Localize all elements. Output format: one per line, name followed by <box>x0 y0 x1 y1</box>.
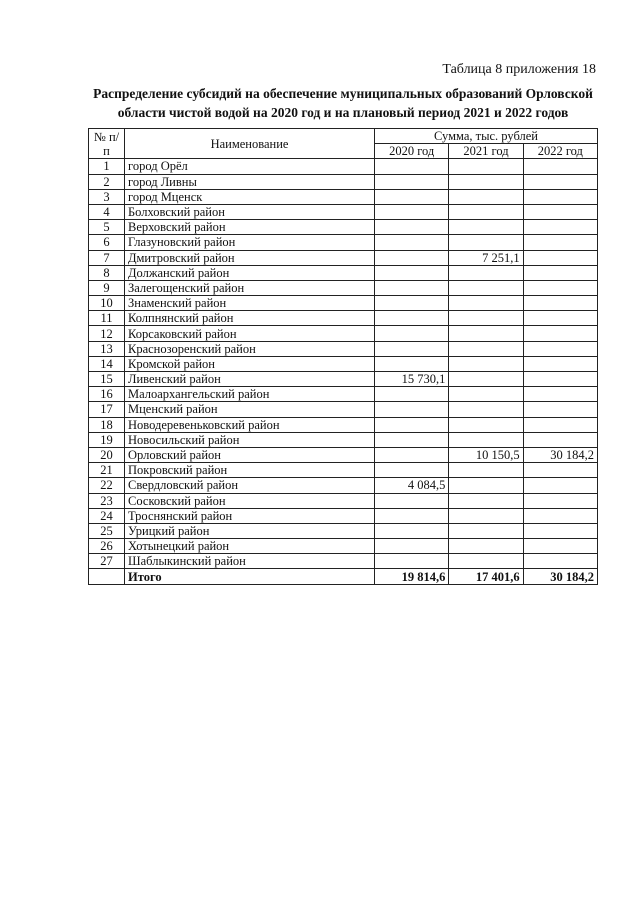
row-value-2022 <box>523 189 597 204</box>
row-number: 12 <box>89 326 125 341</box>
row-value-2020 <box>375 204 449 219</box>
row-name: Сосковский район <box>125 493 375 508</box>
row-number: 25 <box>89 523 125 538</box>
table-row <box>89 280 598 295</box>
row-value-2021: 7 251,1 <box>449 250 523 265</box>
row-value-2021 <box>449 402 523 417</box>
row-value-2021 <box>449 417 523 432</box>
row-name: город Орёл <box>125 159 375 174</box>
row-number: 19 <box>89 432 125 447</box>
row-value-2022 <box>523 220 597 235</box>
row-number: 4 <box>89 204 125 219</box>
row-value-2022 <box>523 387 597 402</box>
row-value-2022 <box>523 356 597 371</box>
row-value-2022 <box>523 402 597 417</box>
table-row <box>89 539 598 554</box>
row-value-2020 <box>375 356 449 371</box>
row-number: 15 <box>89 372 125 387</box>
row-value-2022 <box>523 341 597 356</box>
row-value-2022 <box>523 493 597 508</box>
header-num: № п/п <box>89 129 125 159</box>
header-year-2021: 2021 год <box>449 144 523 159</box>
table-row <box>89 356 598 371</box>
row-number: 20 <box>89 447 125 462</box>
row-value-2021: 10 150,5 <box>449 447 523 462</box>
row-name: Залегощенский район <box>125 280 375 295</box>
row-number: 18 <box>89 417 125 432</box>
table-row <box>89 220 598 235</box>
row-number: 16 <box>89 387 125 402</box>
table-row <box>89 159 598 174</box>
table-row <box>89 204 598 219</box>
row-value-2022 <box>523 204 597 219</box>
row-number: 3 <box>89 189 125 204</box>
table-row <box>89 432 598 447</box>
row-value-2021 <box>449 311 523 326</box>
row-value-2021 <box>449 235 523 250</box>
total-row <box>89 569 598 584</box>
row-number: 24 <box>89 508 125 523</box>
table-row <box>89 463 598 478</box>
row-name: Хотынецкий район <box>125 539 375 554</box>
row-value-2022 <box>523 463 597 478</box>
header-year-2020: 2020 год <box>375 144 449 159</box>
row-value-2020 <box>375 189 449 204</box>
row-number: 23 <box>89 493 125 508</box>
row-number: 6 <box>89 235 125 250</box>
row-number: 21 <box>89 463 125 478</box>
row-number: 5 <box>89 220 125 235</box>
row-name: Дмитровский район <box>125 250 375 265</box>
row-number: 14 <box>89 356 125 371</box>
row-number: 10 <box>89 296 125 311</box>
row-value-2021 <box>449 265 523 280</box>
table-row <box>89 174 598 189</box>
row-value-2021 <box>449 554 523 569</box>
row-value-2020 <box>375 311 449 326</box>
row-name: Болховский район <box>125 204 375 219</box>
row-value-2020 <box>375 174 449 189</box>
row-name: город Мценск <box>125 189 375 204</box>
row-value-2022 <box>523 478 597 493</box>
table-row <box>89 523 598 538</box>
table-row <box>89 311 598 326</box>
row-value-2020 <box>375 265 449 280</box>
row-value-2021 <box>449 387 523 402</box>
row-name: Ливенский район <box>125 372 375 387</box>
table-row <box>89 478 598 493</box>
total-2022: 30 184,2 <box>523 569 597 584</box>
row-value-2021 <box>449 174 523 189</box>
row-number: 22 <box>89 478 125 493</box>
row-value-2022 <box>523 554 597 569</box>
row-name: Глазуновский район <box>125 235 375 250</box>
table-row <box>89 265 598 280</box>
row-number: 26 <box>89 539 125 554</box>
table-body <box>89 159 598 584</box>
row-value-2021 <box>449 539 523 554</box>
row-name: Орловский район <box>125 447 375 462</box>
row-value-2022 <box>523 159 597 174</box>
row-value-2020 <box>375 554 449 569</box>
table-row <box>89 189 598 204</box>
row-number: 13 <box>89 341 125 356</box>
row-name: Новодеревеньковский район <box>125 417 375 432</box>
row-name: город Ливны <box>125 174 375 189</box>
row-number: 7 <box>89 250 125 265</box>
row-name: Знаменский район <box>125 296 375 311</box>
row-value-2020 <box>375 539 449 554</box>
table-row <box>89 387 598 402</box>
row-value-2021 <box>449 493 523 508</box>
row-name: Верховский район <box>125 220 375 235</box>
total-num-cell <box>89 569 125 584</box>
table-row <box>89 235 598 250</box>
row-value-2020 <box>375 387 449 402</box>
row-number: 2 <box>89 174 125 189</box>
row-value-2021 <box>449 189 523 204</box>
row-value-2020 <box>375 220 449 235</box>
appendix-label: Таблица 8 приложения 18 <box>442 62 596 77</box>
table-row <box>89 402 598 417</box>
row-number: 27 <box>89 554 125 569</box>
row-value-2022 <box>523 523 597 538</box>
row-value-2020 <box>375 326 449 341</box>
row-name: Кромской район <box>125 356 375 371</box>
row-value-2022 <box>523 174 597 189</box>
row-value-2021 <box>449 523 523 538</box>
row-value-2020: 15 730,1 <box>375 372 449 387</box>
row-value-2022: 30 184,2 <box>523 447 597 462</box>
row-value-2021 <box>449 280 523 295</box>
row-name: Мценский район <box>125 402 375 417</box>
total-2021: 17 401,6 <box>449 569 523 584</box>
row-name: Покровский район <box>125 463 375 478</box>
row-value-2021 <box>449 326 523 341</box>
row-value-2021 <box>449 220 523 235</box>
row-value-2022 <box>523 311 597 326</box>
row-value-2022 <box>523 417 597 432</box>
row-value-2020 <box>375 417 449 432</box>
row-name: Колпнянский район <box>125 311 375 326</box>
row-value-2021 <box>449 356 523 371</box>
row-value-2022 <box>523 372 597 387</box>
row-value-2021 <box>449 159 523 174</box>
row-value-2020 <box>375 508 449 523</box>
total-2020: 19 814,6 <box>375 569 449 584</box>
subsidy-table <box>88 128 598 585</box>
row-value-2022 <box>523 250 597 265</box>
row-number: 8 <box>89 265 125 280</box>
row-value-2022 <box>523 508 597 523</box>
row-value-2020 <box>375 463 449 478</box>
row-value-2021 <box>449 463 523 478</box>
row-value-2022 <box>523 432 597 447</box>
row-value-2021 <box>449 432 523 447</box>
row-value-2022 <box>523 326 597 341</box>
row-value-2022 <box>523 265 597 280</box>
header-year-2022: 2022 год <box>523 144 597 159</box>
table-row <box>89 326 598 341</box>
row-value-2020 <box>375 493 449 508</box>
row-value-2020 <box>375 341 449 356</box>
header-sum: Сумма, тыс. рублей <box>375 129 598 144</box>
total-label: Итого <box>125 569 375 584</box>
row-value-2020 <box>375 159 449 174</box>
row-value-2020 <box>375 296 449 311</box>
row-number: 11 <box>89 311 125 326</box>
table-row <box>89 341 598 356</box>
row-name: Троснянский район <box>125 508 375 523</box>
row-value-2020: 4 084,5 <box>375 478 449 493</box>
row-value-2021 <box>449 296 523 311</box>
row-value-2022 <box>523 296 597 311</box>
row-name: Урицкий район <box>125 523 375 538</box>
document-title: Распределение субсидий на обеспечение муниципальных образований Орловской области чистой водой на 2020 год и на плановый период 2021 и 2022 годов <box>93 86 593 120</box>
header-name: Наименование <box>125 129 375 159</box>
row-number: 1 <box>89 159 125 174</box>
table-row <box>89 508 598 523</box>
row-name: Краснозоренский район <box>125 341 375 356</box>
row-name: Новосильский район <box>125 432 375 447</box>
row-value-2021 <box>449 341 523 356</box>
row-value-2022 <box>523 235 597 250</box>
row-name: Шаблыкинский район <box>125 554 375 569</box>
row-value-2020 <box>375 447 449 462</box>
row-value-2021 <box>449 204 523 219</box>
row-name: Свердловский район <box>125 478 375 493</box>
row-value-2021 <box>449 372 523 387</box>
row-name: Должанский район <box>125 265 375 280</box>
row-number: 17 <box>89 402 125 417</box>
row-number: 9 <box>89 280 125 295</box>
row-name: Малоархангельский район <box>125 387 375 402</box>
row-value-2021 <box>449 478 523 493</box>
row-value-2022 <box>523 539 597 554</box>
row-value-2020 <box>375 235 449 250</box>
row-value-2020 <box>375 250 449 265</box>
table-row <box>89 296 598 311</box>
table-row <box>89 250 598 265</box>
row-value-2020 <box>375 280 449 295</box>
row-value-2022 <box>523 280 597 295</box>
table-row <box>89 493 598 508</box>
table-row <box>89 554 598 569</box>
row-value-2020 <box>375 432 449 447</box>
table-row <box>89 447 598 462</box>
row-value-2020 <box>375 523 449 538</box>
row-value-2020 <box>375 402 449 417</box>
row-value-2021 <box>449 508 523 523</box>
table-row <box>89 417 598 432</box>
table-row <box>89 372 598 387</box>
row-name: Корсаковский район <box>125 326 375 341</box>
